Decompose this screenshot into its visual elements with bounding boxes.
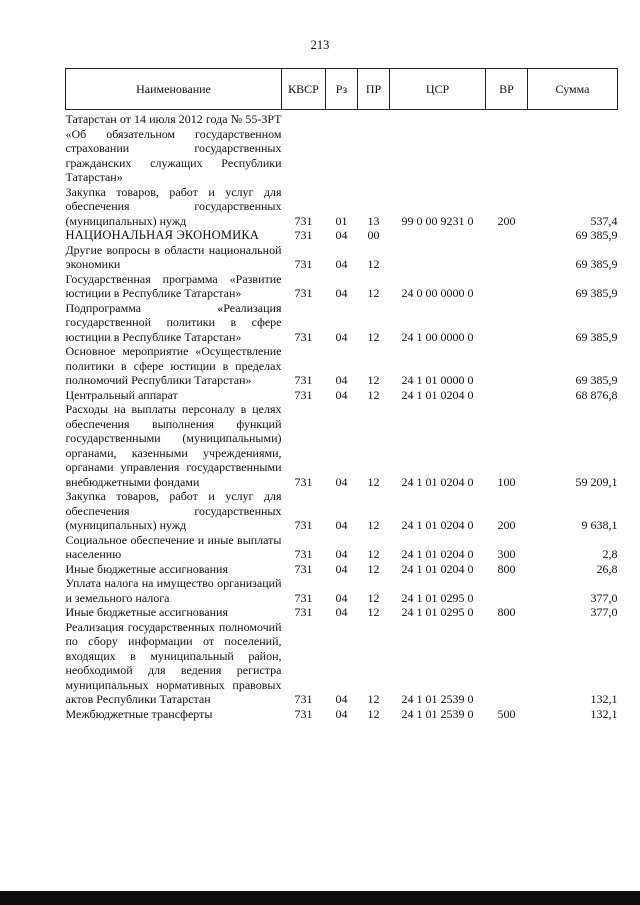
cell-kvsr: 731 [294,373,313,387]
header-vr: ВР [486,69,528,110]
cell-rz: 04 [335,228,348,242]
cell-rz: 04 [335,518,348,532]
table-row [66,344,618,388]
cell-kvsr: 731 [294,329,313,344]
cell-vr [486,388,528,403]
table-row [66,562,618,577]
table-row [66,489,618,533]
cell-vr [486,110,528,185]
cell-kvsr: 731 [294,228,313,242]
cell-name: Иные бюджетные ассигнования [65,605,228,619]
cell-vr [486,301,528,345]
cell-vr: 200 [497,213,516,228]
cell-pr: 12 [367,329,380,344]
cell-rz: 04 [335,373,348,387]
cell-rz: 04 [335,387,348,402]
cell-pr: 12 [367,561,380,576]
cell-pr: 12 [367,286,380,300]
cell-name: Подпрограмма «Реализация государственной политики в сфере юстиции в Республике Татарстан» [65,300,282,344]
cell-rz: 04 [335,706,348,721]
cell-rz: 04 [335,329,348,344]
cell-sum: 69 385,9 [575,286,618,300]
table-row [66,707,618,722]
cell-pr: 12 [367,474,380,489]
cell-csr: 24 1 01 0204 0 [401,518,474,532]
cell-csr [390,228,486,243]
cell-vr [486,344,528,388]
table-row [66,272,618,301]
cell-vr: 800 [497,605,516,619]
table-header-row [66,69,618,110]
cell-name: Реализация государственных полномочий по сбору информации от поселений, входящих в муниципальный район, необходимой для ведения регистра муниципальных нормативных правовых актов Республики Татарстан [65,619,282,706]
cell-pr: 12 [367,373,380,387]
cell-rz: 04 [335,286,348,300]
cell-sum: 2,8 [602,547,618,561]
cell-pr: 12 [367,706,380,721]
cell-csr: 24 1 01 0204 0 [401,474,474,489]
table-row [66,110,618,185]
cell-csr: 24 1 01 2539 0 [401,692,474,706]
cell-csr: 99 0 00 9231 0 [401,213,474,228]
cell-kvsr: 731 [294,387,313,402]
cell-name: НАЦИОНАЛЬНАЯ ЭКОНОМИКА [65,228,260,242]
cell-kvsr: 731 [294,213,313,228]
cell-vr: 500 [497,706,516,721]
cell-sum: 69 385,9 [575,228,618,242]
cell-csr: 24 1 01 0295 0 [401,605,474,619]
cell-vr: 200 [497,518,516,532]
cell-name: Центральный аппарат [65,387,178,402]
cell-name: Закупка товаров, работ и услуг для обеспечения государственных (муниципальных) нужд [65,184,282,228]
cell-pr: 12 [367,518,380,532]
cell-sum: 26,8 [596,561,618,576]
cell-sum: 9 638,1 [581,518,618,532]
cell-kvsr: 731 [294,605,313,619]
cell-csr: 24 1 01 0295 0 [401,590,474,605]
cell-csr [390,243,486,272]
cell-name: Основное мероприятие «Осуществление политики в сфере юстиции в пределах полномочий Республики Татарстан» [65,344,282,387]
cell-csr [390,110,486,185]
cell-vr [486,576,528,605]
header-name: Наименование [66,69,282,110]
cell-sum: 59 209,1 [575,474,618,489]
cell-csr: 24 1 01 0204 0 [401,387,474,402]
cell-vr: 100 [497,474,516,489]
cell-sum: 132,1 [590,692,618,706]
cell-name: Татарстан от 14 июля 2012 года № 55-ЗРТ «Об обязательном государственном страховании государственных гражданских служащих Республики Татарстан» [65,112,282,184]
cell-vr: 300 [497,547,516,561]
header-kvsr: КВСР [282,69,326,110]
cell-rz: 01 [335,213,348,228]
cell-rz [326,110,358,185]
cell-sum: 69 385,9 [575,373,618,387]
budget-sheet [65,68,617,721]
cell-csr: 24 1 01 0204 0 [401,547,474,561]
cell-csr: 24 1 01 0204 0 [401,561,474,576]
cell-name: Государственная программа «Развитие юстиции в Республике Татарстан» [65,271,282,300]
cell-name: Иные бюджетные ассигнования [65,561,228,576]
cell-pr [358,110,390,185]
table-row [66,576,618,605]
cell-kvsr: 731 [294,590,313,605]
cell-sum: 68 876,8 [575,387,618,402]
header-rz: Рз [326,69,358,110]
cell-pr: 12 [367,590,380,605]
cell-name: Расходы на выплаты персоналу в целях обеспечения выполнения функций государственными (муниципальными) органами, казенными учреждениями, органами управления государственными внебюджетными фондами [65,402,282,489]
table-row [66,605,618,620]
cell-kvsr: 731 [294,286,313,300]
cell-sum: 69 385,9 [575,257,618,271]
cell-rz: 04 [335,474,348,489]
page-number: 213 [310,38,330,52]
cell-kvsr: 731 [294,706,313,721]
header-csr: ЦСР [390,69,486,110]
cell-sum: 377,0 [590,590,618,605]
cell-pr: 12 [367,692,380,706]
cell-vr: 800 [497,561,516,576]
cell-rz: 04 [335,590,348,605]
cell-pr: 00 [367,228,380,242]
cell-kvsr: 731 [294,518,313,532]
cell-pr: 13 [367,213,380,228]
table-row [66,533,618,562]
table-row [66,301,618,345]
header-pr: ПР [358,69,390,110]
header-sum: Сумма [528,69,618,110]
table-row [66,185,618,229]
cell-name: Социальное обеспечение и иные выплаты населению [65,532,282,561]
budget-table [65,68,618,721]
cell-sum: 69 385,9 [575,329,618,344]
cell-kvsr: 731 [294,547,313,561]
cell-csr: 24 0 00 0000 0 [401,286,474,300]
scan-bottom-edge [0,891,640,905]
cell-name: Уплата налога на имущество организаций и земельного налога [65,576,282,605]
cell-pr: 12 [367,257,380,271]
cell-csr: 24 1 01 2539 0 [401,706,474,721]
cell-kvsr: 731 [294,692,313,706]
cell-pr: 12 [367,547,380,561]
cell-vr [486,243,528,272]
cell-csr: 24 1 00 0000 0 [401,329,474,344]
cell-vr [486,620,528,707]
table-row [66,243,618,272]
cell-kvsr: 731 [294,257,313,271]
cell-vr [486,272,528,301]
cell-pr: 12 [367,605,380,619]
cell-kvsr [282,110,326,185]
cell-rz: 04 [335,257,348,271]
cell-sum: 132,1 [590,706,618,721]
cell-kvsr: 731 [294,561,313,576]
cell-kvsr: 731 [294,474,313,489]
cell-pr: 12 [367,387,380,402]
cell-sum [528,110,618,185]
cell-name: Другие вопросы в области национальной экономики [65,242,282,271]
cell-rz: 04 [335,547,348,561]
table-row [66,388,618,403]
cell-name: Межбюджетные трансферты [65,706,213,721]
cell-sum: 537,4 [590,213,618,228]
cell-name: Закупка товаров, работ и услуг для обеспечения государственных (муниципальных) нужд [65,489,282,532]
cell-vr [486,228,528,243]
cell-rz: 04 [335,692,348,706]
table-row [66,402,618,489]
cell-rz: 04 [335,561,348,576]
table-row [66,620,618,707]
cell-csr: 24 1 01 0000 0 [401,373,474,387]
cell-rz: 04 [335,605,348,619]
cell-sum: 377,0 [590,605,618,619]
table-row [66,228,618,243]
